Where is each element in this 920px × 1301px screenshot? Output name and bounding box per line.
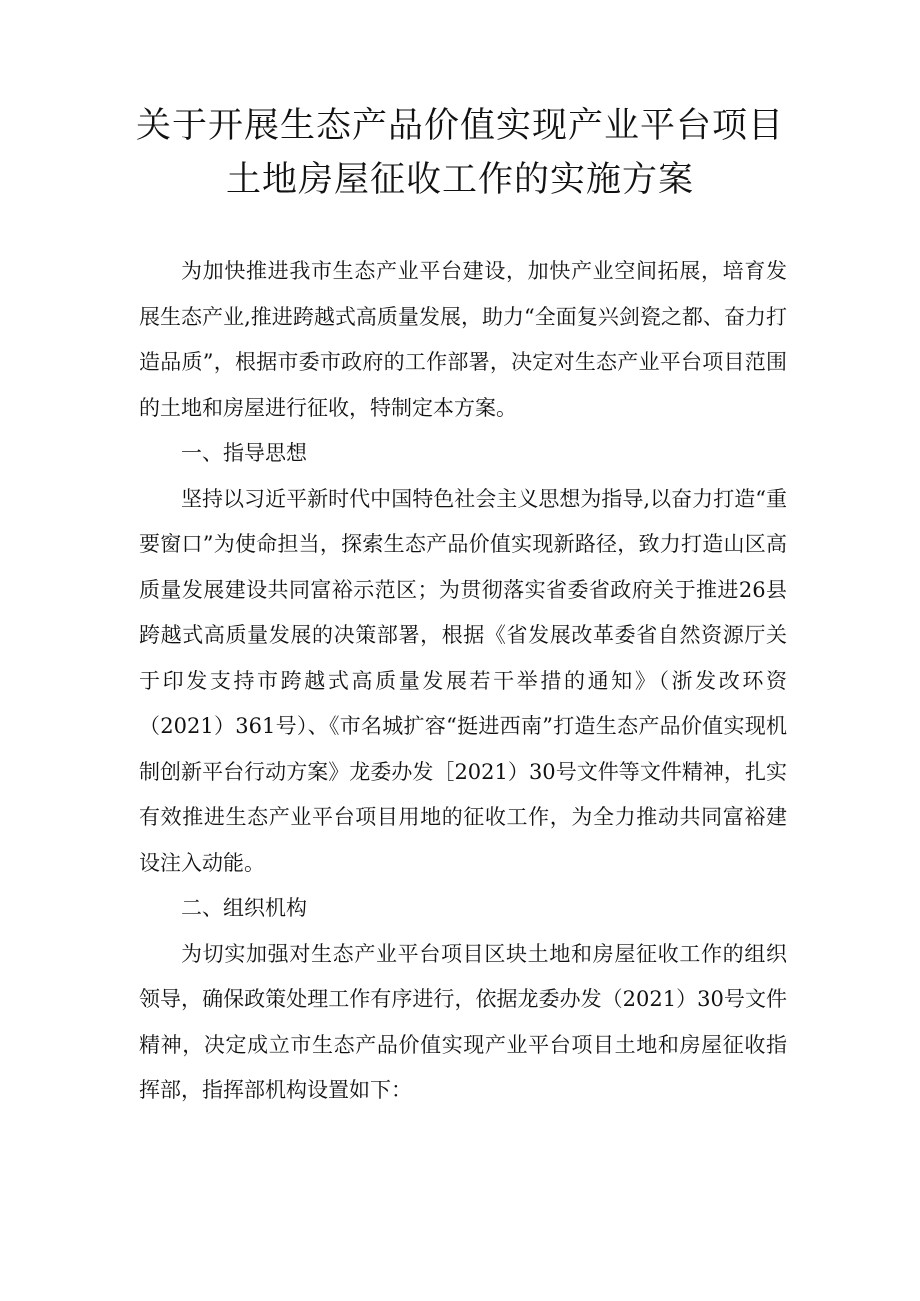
intro-paragraph: 为加快推进我市生态产业平台建设，加快产业空间拓展，培育发展生态产业,推进跨越式高质量发展，助力“全面复兴剑瓷之都、奋力打造品质”，根据市委市政府的工作部署，决定对生态产业平台项目范围的土地和房屋进行征收，特制定本方案。 <box>139 259 787 420</box>
organization-paragraph: 为切实加强对生态产业平台项目区块土地和房屋征收工作的组织领导，确保政策处理工作有序进行，依据龙委办发（2021）30号文件精神，决定成立市生态产品价值实现产业平台项目土地和房屋征收指挥部，指挥部机构设置如下： <box>139 941 787 1102</box>
section-heading-organization: 二、组织机构 <box>181 896 307 920</box>
guiding-ideology-paragraph: 坚持以习近平新时代中国特色社会主义思想为指导,以奋力打造“重要窗口”为使命担当，探索生态产品价值实现新路径，致力打造山区高质量发展建设共同富裕示范区；为贯彻落实省委省政府关于推进26县跨越式高质量发展的决策部署，根据《省发展改革委省自然资源厅关于印发支持市跨越式高质量发展若干举措的通知》（浙发改环资（2021）361号）、《市名城扩容“挺进西南”打造生态产品价值实现机制创新平台行动方案》龙委办发［2021）30号文件等文件精神，扎实有效推进生态产业平台项目用地的征收工作，为全力推动共同富裕建设注入动能。 <box>139 486 787 875</box>
document-body <box>139 249 787 1114</box>
document-title-line-1: 关于开展生态产品价值实现产业平台项目 <box>135 106 784 146</box>
document-title-line-2: 土地房屋征收工作的实施方案 <box>225 160 694 200</box>
section-heading-guiding-ideology: 一、指导思想 <box>181 441 307 465</box>
